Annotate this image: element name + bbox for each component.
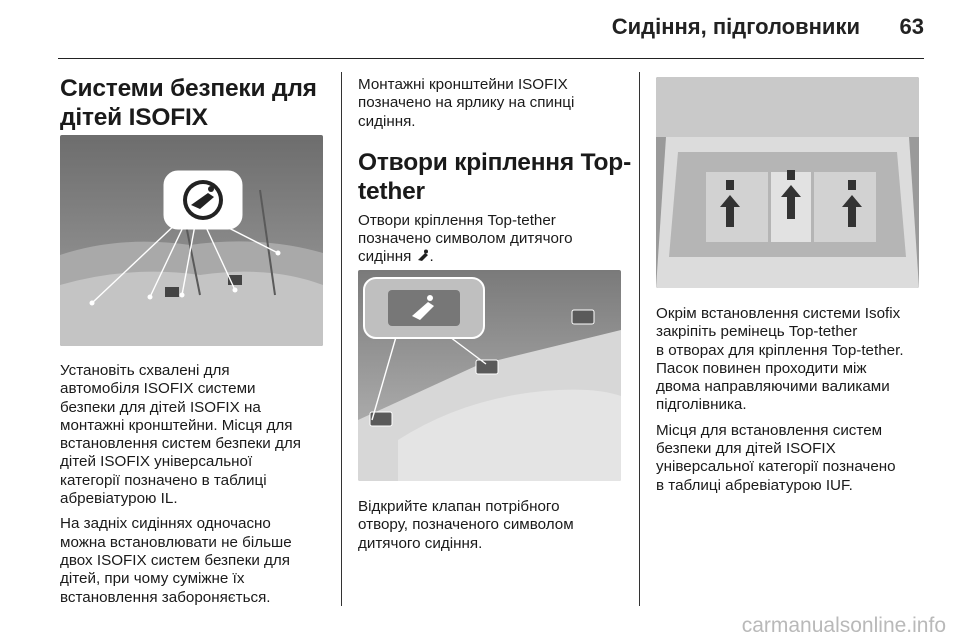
running-header-title: Сидіння, підголовники	[611, 14, 860, 39]
paragraph-top-tether-strap: Окрім встановлення системи Isofix закріпіть ремінець Top-tether в отворах для кріплення Top-tether. Пасок повинен проходити між двома направляючими валиками підголівника.	[656, 305, 904, 414]
heading-line: Системи безпеки для	[60, 75, 317, 102]
figure-trunk-anchors	[656, 77, 919, 288]
paragraph-isofix-limit: На задніх сидіннях одночасно можна встановлювати не більше двох ISOFIX систем безпеки для дітей, при чому суміжне їх встановлення забороняється.	[60, 515, 292, 606]
section-heading-top-tether	[358, 148, 633, 206]
column-divider-2	[639, 72, 640, 606]
child-seat-icon	[416, 249, 430, 268]
watermark: carmanualsonline.info	[741, 614, 946, 637]
child-seat-icon	[183, 180, 223, 220]
heading-line: tether	[358, 177, 425, 205]
page-number: 63	[899, 14, 924, 39]
heading-line: Отвори кріплення Top-	[358, 148, 632, 176]
section-heading-isofix	[60, 74, 334, 132]
column-divider-1	[341, 72, 342, 606]
header-rule	[58, 58, 924, 59]
paragraph-open-flap: Відкрийте клапан потрібного отвору, позначеного символом дитячого сидіння.	[358, 498, 574, 552]
column-2	[358, 76, 633, 269]
paragraph-iuf: Місця для встановлення систем безпеки для дітей ISOFIX універсальної категорії позначено в таблиці абревіатурою IUF.	[656, 421, 896, 494]
paragraph-isofix-install: Установіть схвалені для автомобіля ISOFIX системи безпеки для дітей ISOFIX на монтажні кронштейни. Місця для встановлення систем безпеки для дітей ISOFIX універсальної категорії позначено в таблиці абревіатурою IL.	[60, 362, 301, 508]
heading-line: дітей ISOFIX	[60, 104, 208, 131]
paragraph-top-tether: Отвори кріплення Top-tether позначено символом дитячого сидіння .	[358, 212, 633, 269]
column-1	[60, 74, 334, 132]
paragraph-isofix-label: Монтажні кронштейни ISOFIX позначено на ярлику на спинці сидіння.	[358, 76, 575, 130]
column-1-text	[60, 362, 334, 607]
column-3-text	[656, 305, 931, 495]
column-2-text	[358, 498, 633, 553]
figure-isofix-rear-seat	[60, 135, 323, 346]
figure-top-tether-anchors	[358, 270, 621, 481]
